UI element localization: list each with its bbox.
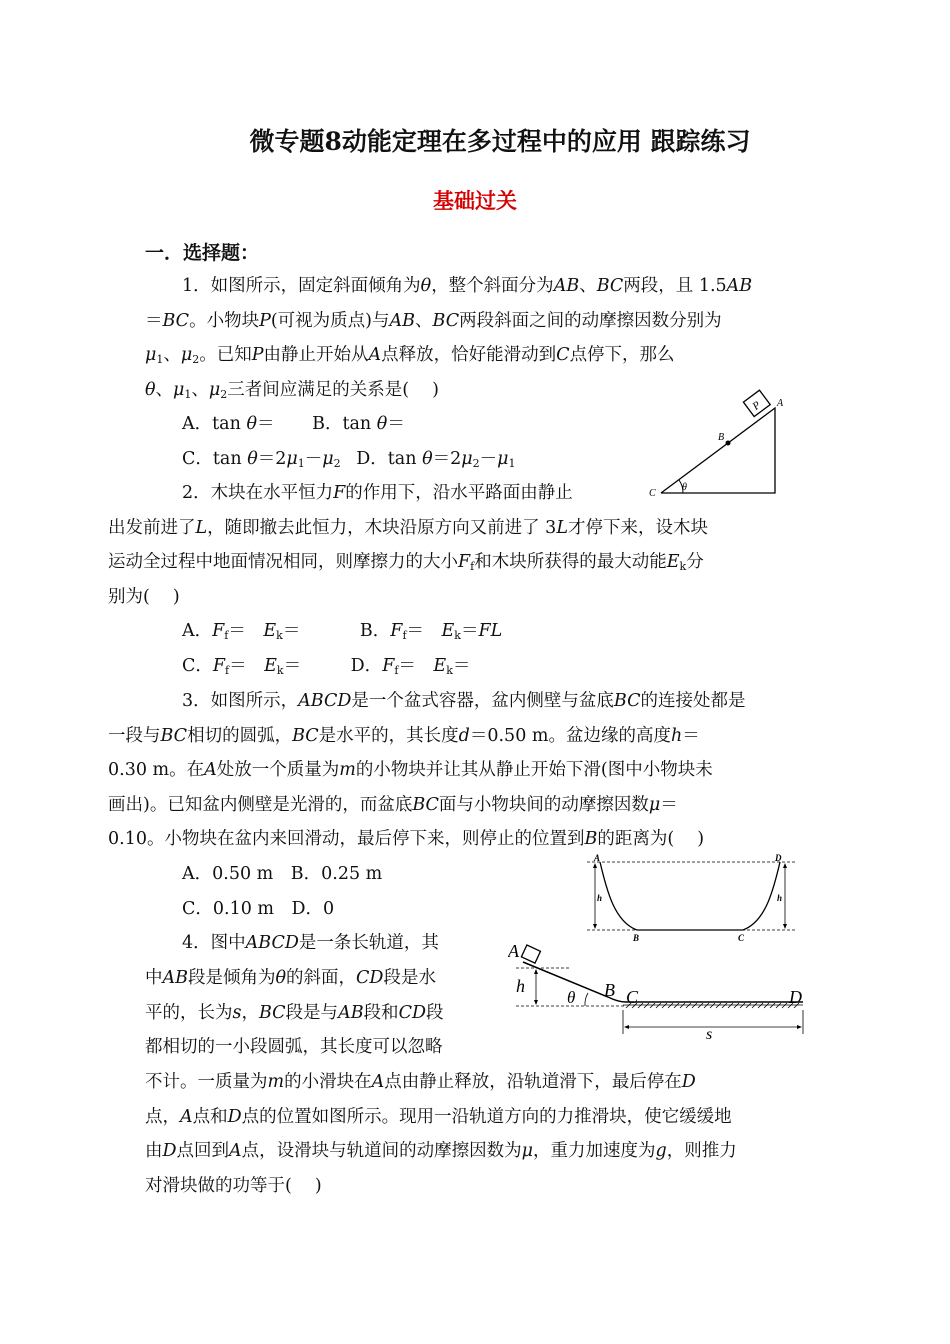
- svg-text:A: A: [508, 941, 519, 961]
- q1-option-d[interactable]: D．$\tan \theta=2\mu_2-\mu_1$: [356, 449, 516, 470]
- track-incline: [523, 962, 803, 1002]
- q4-track-figure: [508, 935, 808, 1040]
- point-b: [726, 441, 731, 446]
- svg-text:C: C: [626, 987, 639, 1007]
- q1-option-c[interactable]: C．$\tan \theta=2\mu_1-\mu_2$: [182, 449, 341, 470]
- section-subtitle: 基础过关: [433, 188, 517, 213]
- svg-text:θ: θ: [567, 988, 576, 1007]
- svg-text:C: C: [738, 933, 745, 943]
- q3-stem: 3．如图所示，ABCD是一个盆式容器，盆内侧壁与盆底BC的连接处都是 一段与BC相切的圆弧，BC是水平的，其长度d＝0.50 m。盆边缘的高度h＝ 0.30 m。在A处放一个质量为m的小物块并让其从静止开始下滑(图中小物块未 画出)。已知盆内侧壁是光滑的，而盆底BC面与小物块间的动摩擦因数μ＝ 0.10。小物块在盆内来回滑动，最后停下来，则停止的位置到B的距离为( ): [108, 691, 746, 849]
- q4-line-1: 4．图中ABCD是一条长轨道，其: [182, 933, 439, 953]
- theta-arc: [585, 993, 588, 1006]
- q1-options-cd: [182, 442, 516, 477]
- q1-option-b[interactable]: B．tan θ＝: [312, 414, 405, 434]
- svg-text:h: h: [597, 893, 603, 903]
- q2-stem: 2．木块在水平恒力F的作用下，沿水平路面由静止 出发前进了L，随即撤去此恒力，木块沿原方向又前进了 3L才停下来，设木块 运动全过程中地面情况相同，则摩擦力的大小$F_f$和木块所获得的最大动能$E_k$分 别为( ): [108, 483, 708, 607]
- slider-block: [521, 945, 540, 963]
- svg-text:h: h: [777, 893, 783, 903]
- q3-options-cd[interactable]: C．0.10 m D．0: [182, 899, 335, 919]
- q2-options-ab: [182, 614, 502, 649]
- q4-stem-continued: 不计。一质量为m的小滑块在A点由静止释放，沿轨道滑下，最后停在D 点，A点和D点的位置如图所示。现用一沿轨道方向的力推滑块，使它缓缓地 由D点回到A点，设滑块与轨道间的动摩擦因数为μ，重力加速度为g，则推力 对滑块做的功等于( ): [145, 1072, 737, 1196]
- q1-stem: 1．如图所示，固定斜面倾角为θ，整个斜面分为AB、BC两段，且 1.5AB ＝BC。小物块P(可视为质点)与AB、BC两段斜面之间的动摩擦因数分别为 $\mu_1$、$\mu_2$。已知P由静止开始从A点释放，恰好能滑动到C点停下，那么 θ、$\mu_1$、$\mu_2$三者间应满足的关系是( ): [145, 276, 753, 401]
- svg-text:D: D: [789, 987, 802, 1007]
- block-p: [743, 390, 770, 416]
- q4-line-2: 中AB段是倾角为θ的斜面，CD段是水: [145, 968, 436, 988]
- q2-options-cd: [182, 649, 470, 684]
- svg-text:A: A: [594, 853, 601, 863]
- q2-option-d[interactable]: D．$F_f=$ $E_k=$: [350, 656, 471, 677]
- q2-option-c[interactable]: C．$F_f=$ $E_k=$: [182, 656, 302, 677]
- svg-text:P: P: [750, 399, 763, 413]
- q4-line-3: 平的，长为s，BC段是与AB段和CD段: [145, 1003, 444, 1023]
- q1-options-ab: [182, 407, 405, 442]
- svg-text:h: h: [516, 976, 525, 996]
- svg-text:B: B: [718, 432, 725, 443]
- track-hatching: [626, 1003, 799, 1008]
- page-title: 微专题8动能定理在多过程中的应用 跟踪练习: [249, 127, 751, 156]
- q2-option-b[interactable]: B．$F_f=$ $E_k=FL$: [359, 621, 503, 642]
- svg-text:A: A: [777, 398, 784, 409]
- q2-option-a[interactable]: A．$F_f=$ $E_k=$: [182, 621, 301, 642]
- q4-line-4: 都相切的一小段圆弧，其长度可以忽略: [145, 1037, 443, 1057]
- basin-profile: [600, 862, 783, 930]
- svg-text:D: D: [775, 853, 782, 863]
- svg-text:B: B: [633, 933, 640, 943]
- q1-option-a[interactable]: A．tan θ＝: [182, 414, 275, 434]
- q3-options-ab[interactable]: A．0.50 m B．0.25 m: [182, 864, 383, 884]
- svg-text:s: s: [706, 1026, 713, 1040]
- section-heading: 一．选择题：: [145, 242, 260, 264]
- svg-text:B: B: [604, 980, 615, 1000]
- svg-text:C: C: [649, 488, 656, 499]
- svg-text:θ: θ: [682, 482, 687, 493]
- q3-basin-figure: [585, 852, 800, 944]
